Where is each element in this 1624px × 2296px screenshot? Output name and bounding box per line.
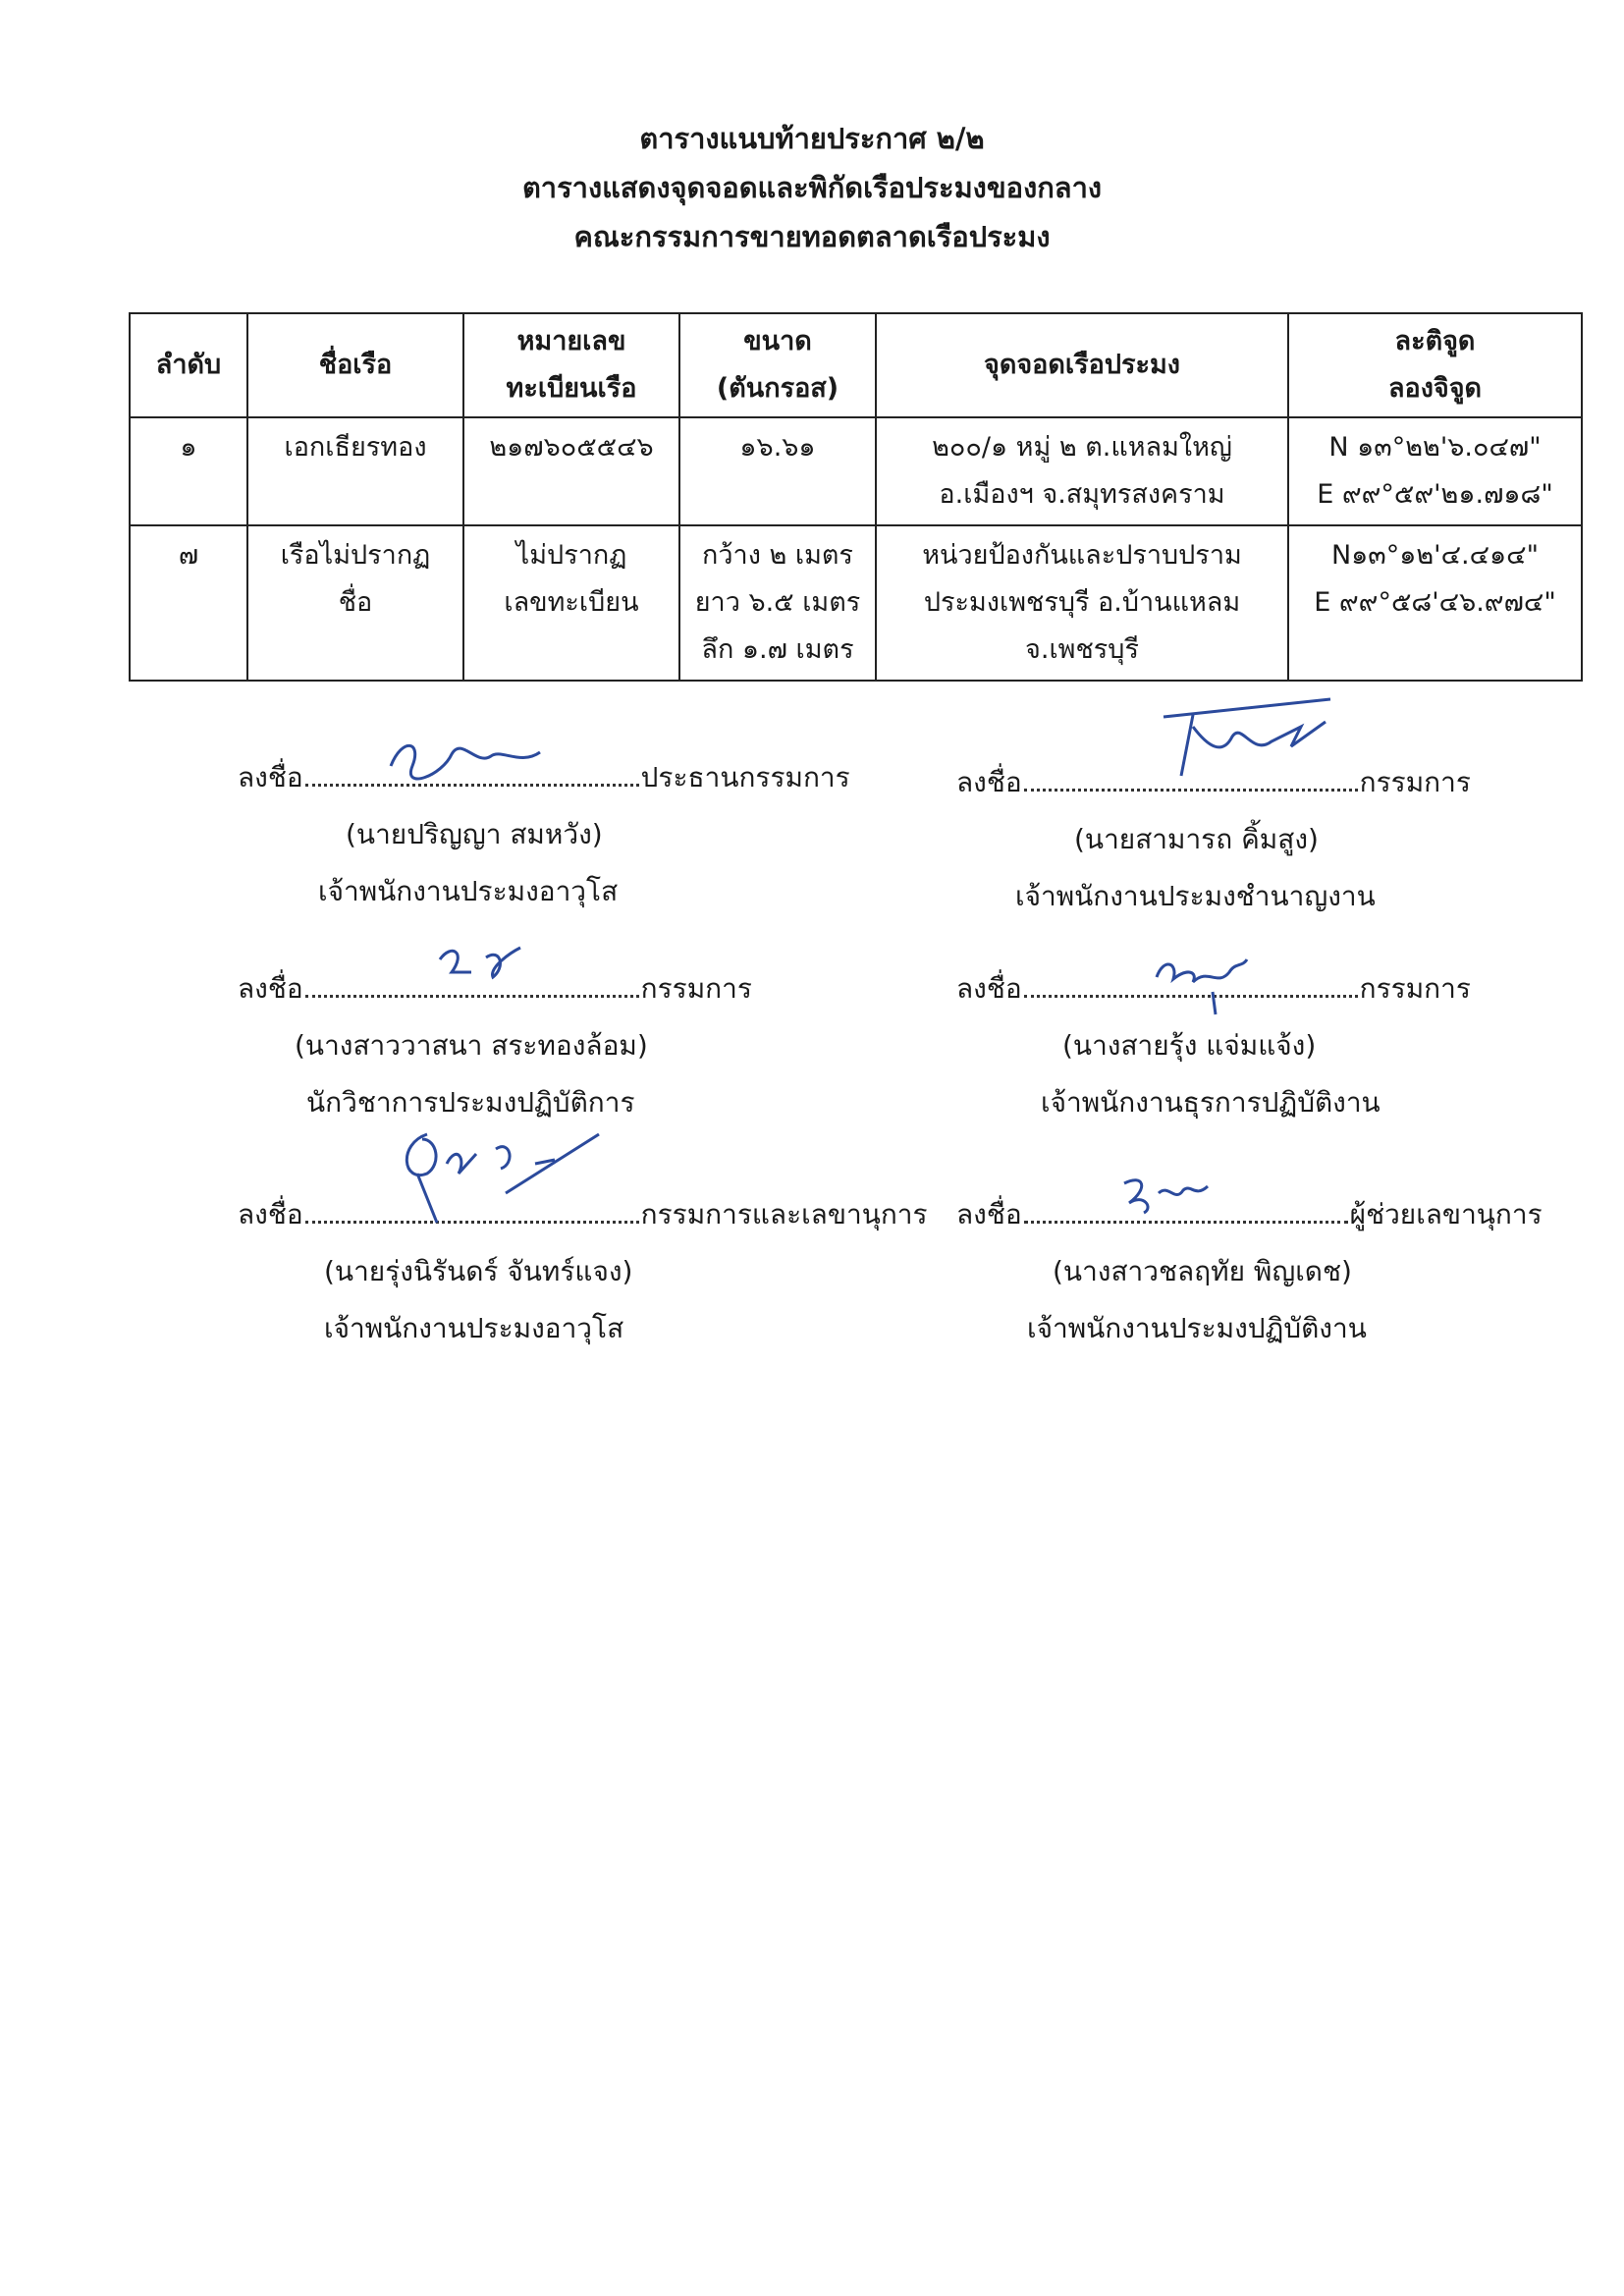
cell-coordinates: N๑๓°๑๒'๔.๔๑๔" E ๙๙°๕๘'๔๖.๙๗๔" [1288,525,1582,681]
table-row [130,525,1582,681]
signer-name: (นายสามารถ คิ้มสูง) [1074,823,1319,855]
sign-label: ลงชื่อ [238,972,303,1005]
handwritten-signature-4 [1149,948,1257,1021]
handwritten-signature-6 [1114,1169,1222,1223]
sign-label: ลงชื่อ [956,972,1022,1005]
cell-location: หน่วยป้องกันและปราบปราม ประมงเพชรบุรี อ.บ้านแหลม จ.เพชรบุรี [876,525,1288,681]
signer-position: นักวิชาการประมงปฏิบัติการ [306,1086,635,1119]
signer-role: ประธานกรรมการ [640,761,850,793]
signer-name: (นางสาวชลฤทัย พิญเดช) [1053,1255,1352,1287]
table-row [130,417,1582,525]
signer-position: เจ้าพนักงานประมงชำนาญงาน [1015,880,1376,912]
signer-position: เจ้าพนักงานประมงอาวุโส [318,875,619,907]
handwritten-signature-1 [383,727,550,786]
handwritten-signature-2 [1154,687,1350,786]
boat-table [129,312,1583,682]
cell-registration: ไม่ปรากฏ เลขทะเบียน [463,525,679,681]
signer-position: เจ้าพนักงานประมงอาวุโส [324,1312,624,1344]
header-registration: หมายเลข ทะเบียนเรือ [463,313,679,417]
cell-size: ๑๖.๖๑ [679,417,876,525]
signer-role: กรรมการ [640,972,752,1005]
cell-no: ๗ [130,525,247,681]
cell-boat-name: เอกเธียรทอง [247,417,463,525]
doc-title-line-3: คณะกรรมการขายทอดตลาดเรือประมง [573,220,1051,253]
signer-name: (นายรุ่งนิรันดร์ จันทร์แจง) [324,1255,633,1287]
header-no: ลำดับ [130,313,247,417]
signer-role: กรรมการ [1359,972,1471,1005]
signer-role: กรรมการและเลขานุการ [640,1198,928,1230]
header-coordinates: ละติจูด ลองจิจูด [1288,313,1582,417]
sign-label: ลงชื่อ [956,1198,1022,1230]
cell-boat-name: เรือไม่ปรากฏ ชื่อ [247,525,463,681]
cell-no: ๑ [130,417,247,525]
handwritten-signature-5 [388,1115,614,1232]
sign-label: ลงชื่อ [956,766,1022,798]
signer-position: เจ้าพนักงานธุรการปฏิบัติงาน [1041,1086,1380,1119]
signer-name: (นางสายรุ้ง แจ่มแจ้ง) [1062,1029,1317,1062]
signer-position: เจ้าพนักงานประมงปฏิบัติงาน [1027,1312,1367,1344]
cell-registration: ๒๑๗๖๐๕๕๔๖ [463,417,679,525]
header-boat-name: ชื่อเรือ [247,313,463,417]
handwritten-signature-3 [432,938,540,992]
cell-size: กว้าง ๒ เมตร ยาว ๖.๕ เมตร ลึก ๑.๗ เมตร [679,525,876,681]
header-location: จุดจอดเรือประมง [876,313,1288,417]
table-header-row [130,313,1582,417]
header-size: ขนาด (ตันกรอส) [679,313,876,417]
cell-location: ๒๐๐/๑ หมู่ ๒ ต.แหลมใหญ่ อ.เมืองฯ จ.สมุทรสงคราม [876,417,1288,525]
signer-role: ผู้ช่วยเลขานุการ [1349,1198,1543,1230]
signer-name: (นางสาววาสนา สระทองล้อม) [295,1029,648,1062]
doc-title-line-2: ตารางแสดงจุดจอดและพิกัดเรือประมงของกลาง [521,171,1103,204]
signer-role: กรรมการ [1359,766,1471,798]
signer-name: (นายปริญญา สมหวัง) [346,818,603,850]
sign-label: ลงชื่อ [238,761,303,793]
doc-title-line-1: ตารางแนบท้ายประกาศ ๒/๒ [639,122,985,155]
cell-coordinates: N ๑๓°๒๒'๖.๐๔๗" E ๙๙°๕๙'๒๑.๗๑๘" [1288,417,1582,525]
sign-label: ลงชื่อ [238,1198,303,1230]
